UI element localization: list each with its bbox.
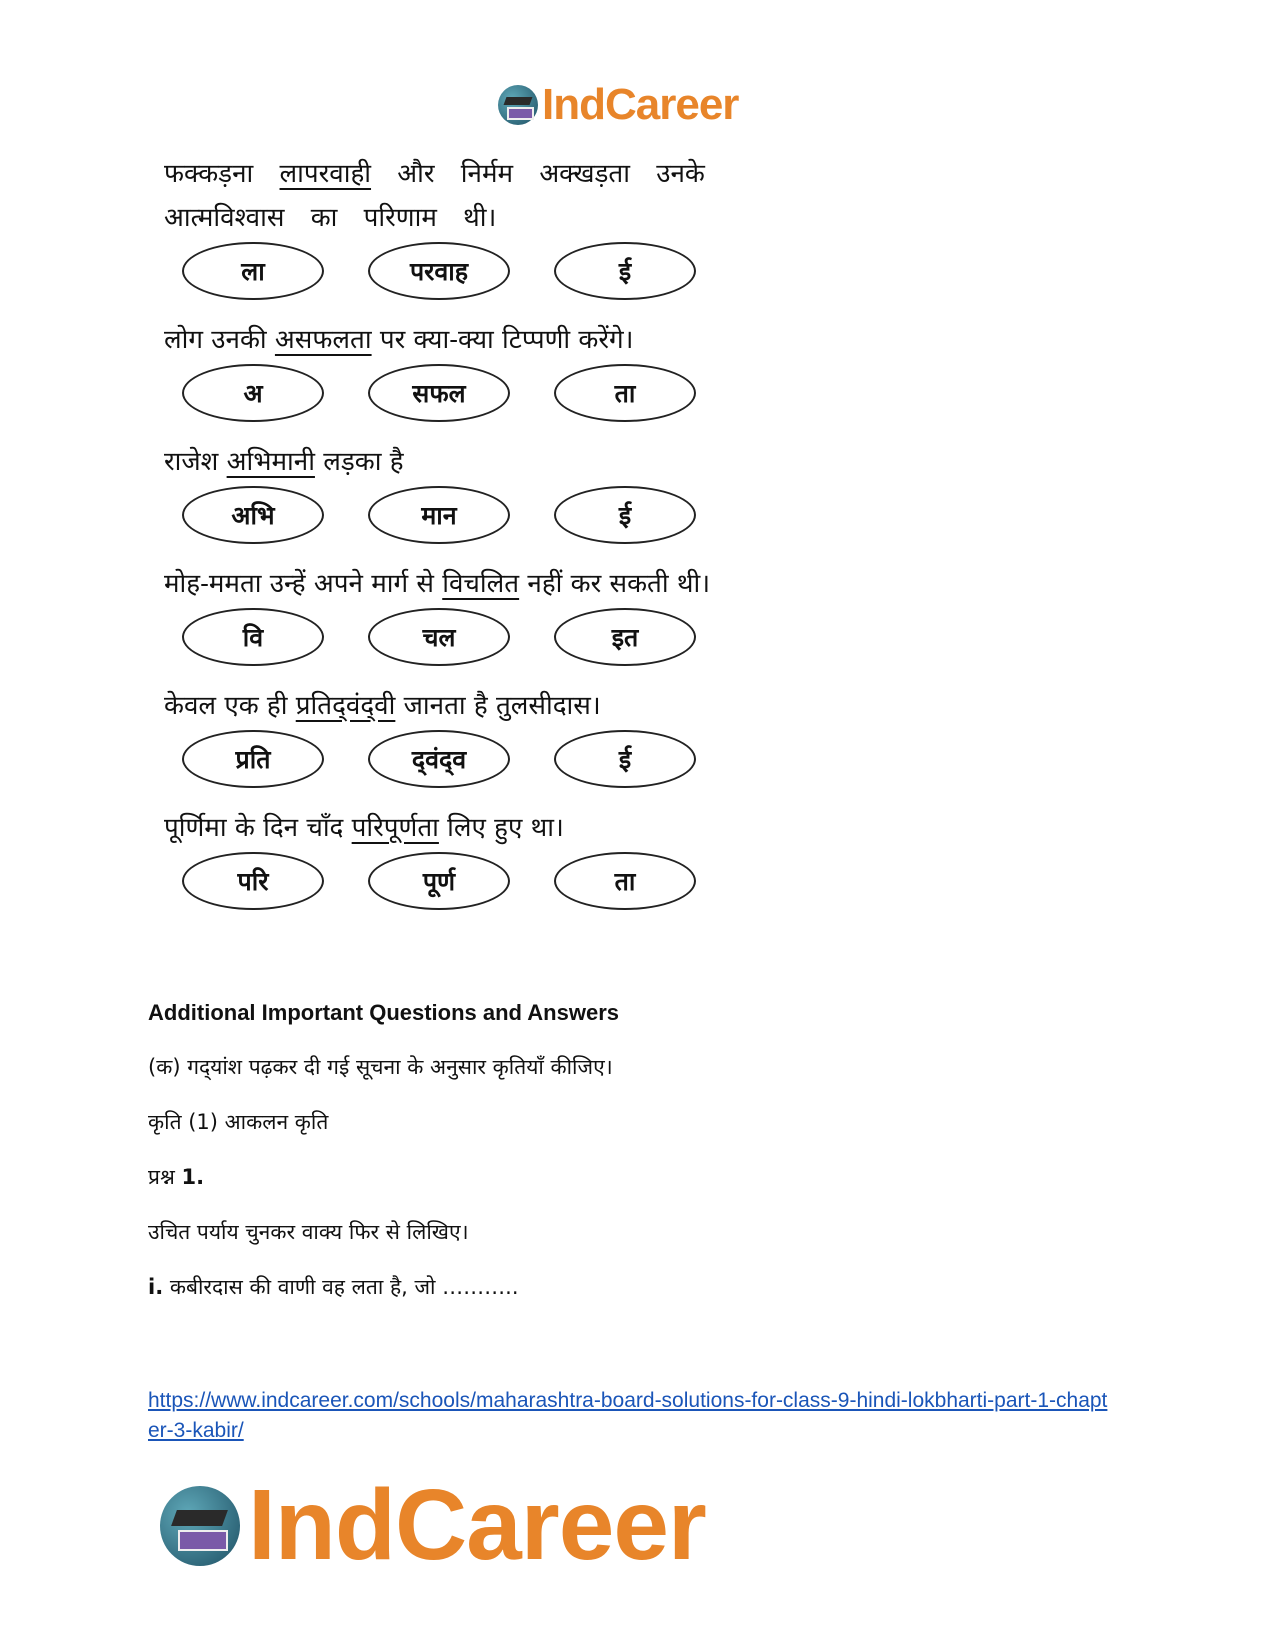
indcareer-logo-top — [498, 80, 738, 130]
exercise-sentence: लोग उनकी असफलता पर क्या-क्या टिप्पणी करेंगे। — [164, 325, 634, 355]
exercise-sentence: पूर्णिमा के दिन चाँद परिपूर्णता लिए हुए था। — [164, 813, 564, 843]
indcareer-logo-bottom — [160, 1468, 706, 1583]
exercise-sentence: केवल एक ही प्रतिद्‌वंद्‌वी जानता है तुलसीदास। — [164, 691, 601, 721]
logo-text: IndCareer — [248, 1469, 706, 1581]
word-parts — [164, 364, 724, 422]
graduation-cap-book-icon — [498, 85, 538, 125]
word-part-oval: परवाह — [368, 242, 510, 300]
word-parts — [164, 242, 724, 300]
word-part-oval: ता — [554, 364, 696, 422]
word-parts — [164, 730, 724, 788]
word-parts — [164, 852, 724, 910]
exercise-item — [164, 684, 724, 788]
question-text: उचित पर्याय चुनकर वाक्य फिर से लिखिए। — [148, 1220, 469, 1244]
underlined-word: लापरवाही — [279, 159, 372, 189]
word-parts — [164, 608, 724, 666]
word-parts — [164, 486, 724, 544]
word-part-oval: ई — [554, 730, 696, 788]
question-label: प्रश्न 1. — [148, 1165, 205, 1189]
instruction-text: (क) गद्‌यांश पढ़कर दी गई सूचना के अनुसार कृतियाँ कीजिए। — [148, 1055, 613, 1079]
word-part-oval: ता — [554, 852, 696, 910]
exercise-item — [164, 152, 724, 300]
exercise-sentence: राजेश अभिमानी लड़का है — [164, 447, 404, 477]
activity-label: कृति (1) आकलन कृति — [148, 1110, 329, 1134]
logo-text: IndCareer — [542, 80, 739, 129]
underlined-word: परिपूर्णता — [351, 813, 439, 843]
word-part-oval: ई — [554, 486, 696, 544]
word-part-oval: द्‌वंद्‌व — [368, 730, 510, 788]
additional-questions-section — [148, 1000, 1128, 1330]
exercise-sentence: फक्कड़ना लापरवाही और निर्मम अक्खड़ता उनके आत्मविश्वास का परिणाम थी। — [164, 159, 705, 233]
word-part-oval: अ — [182, 364, 324, 422]
word-breakdown-exercise — [164, 152, 724, 928]
underlined-word: असफलता — [274, 325, 372, 355]
word-part-oval: सफल — [368, 364, 510, 422]
word-part-oval: ई — [554, 242, 696, 300]
word-part-oval: मान — [368, 486, 510, 544]
word-part-oval: परि — [182, 852, 324, 910]
exercise-item — [164, 562, 724, 666]
word-part-oval: इत — [554, 608, 696, 666]
word-part-oval: पूर्ण — [368, 852, 510, 910]
word-part-oval: वि — [182, 608, 324, 666]
underlined-word: विचलित — [442, 569, 520, 599]
section-heading: Additional Important Questions and Answers — [148, 1000, 620, 1025]
word-part-oval: अभि — [182, 486, 324, 544]
exercise-sentence: मोह-ममता उन्हें अपने मार्ग से विचलित नहीं कर सकती थी। — [164, 569, 711, 599]
underlined-word: प्रतिद्‌वंद्‌वी — [295, 691, 396, 721]
sub-question: i. कबीरदास की वाणी वह लता है, जो ……….. — [148, 1275, 519, 1299]
exercise-item — [164, 806, 724, 910]
graduation-cap-book-icon — [160, 1486, 240, 1566]
word-part-oval: प्रति — [182, 730, 324, 788]
word-part-oval: चल — [368, 608, 510, 666]
exercise-item — [164, 440, 724, 544]
source-url-link[interactable]: https://www.indcareer.com/schools/maharashtra-board-solutions-for-class-9-hindi-lokbharti-part-1-chapter-3-kabir/ — [148, 1389, 1108, 1442]
underlined-word: अभिमानी — [226, 447, 315, 477]
exercise-item — [164, 318, 724, 422]
word-part-oval: ला — [182, 242, 324, 300]
